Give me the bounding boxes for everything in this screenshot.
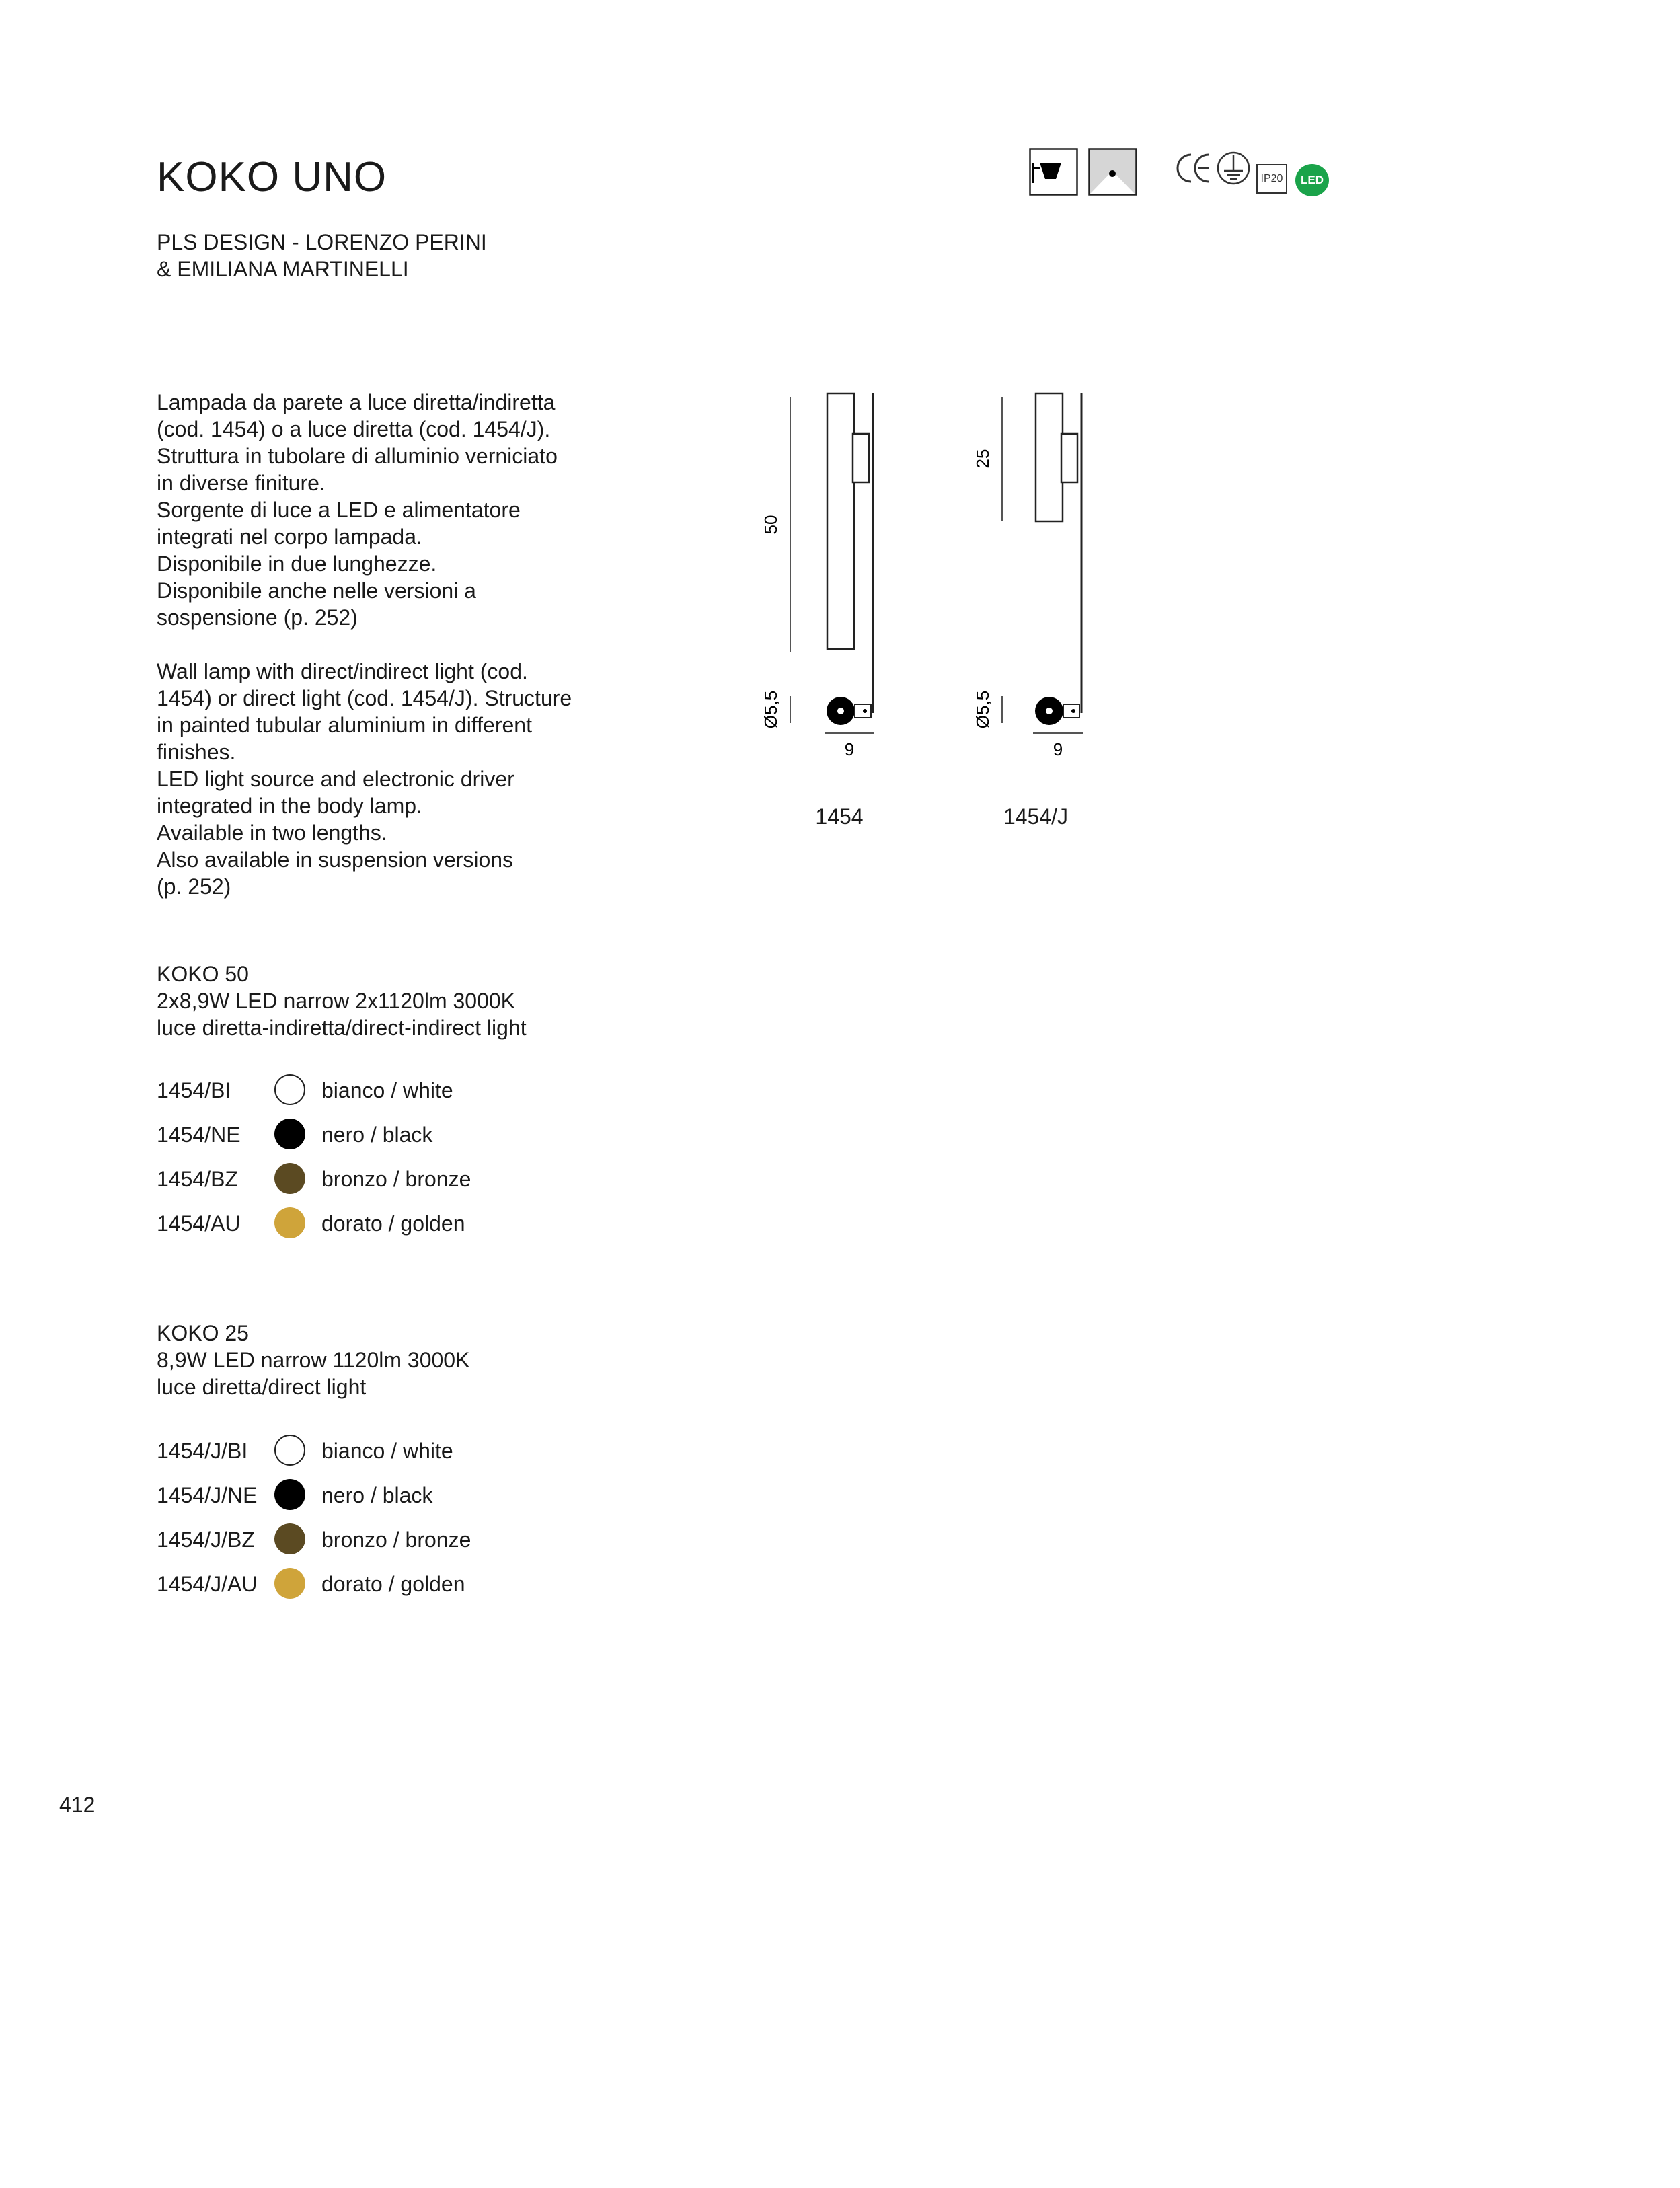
description-it-line: in diverse finiture. <box>157 471 326 495</box>
depth-label: 9 <box>844 739 855 759</box>
finish-code: 1454/J/NE <box>157 1483 258 1507</box>
description-en-line: Also available in suspension versions <box>157 847 514 872</box>
description-it-line: Disponibile in due lunghezze. <box>157 552 437 576</box>
finish-label: dorato / golden <box>321 1572 465 1596</box>
description-it-line: Sorgente di luce a LED e alimentatore <box>157 498 521 522</box>
finish-label: nero / black <box>321 1483 433 1507</box>
finish-row <box>157 1163 627 1197</box>
technical-drawings <box>740 383 1116 854</box>
diameter-label: Ø5,5 <box>972 690 993 729</box>
description-en-line: in painted tubular aluminium in different <box>157 713 532 737</box>
finish-code: 1454/BZ <box>157 1167 238 1191</box>
description-it-line: Lampada da parete a luce diretta/indiretta <box>157 390 556 414</box>
finish-row <box>157 1479 627 1513</box>
product-koko-25-header <box>157 1320 469 1400</box>
depth-label: 9 <box>1053 739 1063 759</box>
page-number: 412 <box>59 1793 96 1817</box>
finish-code: 1454/NE <box>157 1123 241 1147</box>
bronze-swatch <box>274 1523 305 1554</box>
ip-rating-badge: IP20 <box>1256 164 1287 194</box>
finish-code: 1454/AU <box>157 1211 241 1236</box>
page-title: KOKO UNO <box>157 154 387 200</box>
black-swatch <box>274 1479 305 1510</box>
height-label: 25 <box>972 449 993 469</box>
finish-code: 1454/BI <box>157 1078 231 1102</box>
golden-swatch <box>274 1207 305 1238</box>
finish-label: bianco / white <box>321 1078 453 1102</box>
description-it-line: Disponibile anche nelle versioni a <box>157 578 476 603</box>
drawing-1454 <box>761 393 874 829</box>
ce-mark-icon <box>1174 149 1211 187</box>
finish-label: nero / black <box>321 1123 433 1147</box>
description-en-line: Wall lamp with direct/indirect light (cod. <box>157 659 528 683</box>
finish-code: 1454/J/AU <box>157 1572 258 1596</box>
product-light-type: luce diretta/direct light <box>157 1375 367 1399</box>
designer-credit <box>157 229 487 282</box>
model-code-label: 1454 <box>815 804 864 829</box>
led-badge: LED <box>1295 164 1329 196</box>
finish-row <box>157 1074 627 1108</box>
height-label: 50 <box>761 515 781 535</box>
white-swatch <box>274 1074 305 1105</box>
product-spec: 2x8,9W LED narrow 2x1120lm 3000K <box>157 989 516 1013</box>
designer-line-1: PLS DESIGN - LORENZO PERINI <box>157 230 487 254</box>
finish-row <box>157 1207 627 1241</box>
description-english <box>157 658 641 900</box>
description-en-line: Available in two lengths. <box>157 821 387 845</box>
description-en-line: LED light source and electronic driver <box>157 767 514 791</box>
description-it-line: integrati nel corpo lampada. <box>157 525 422 549</box>
earth-ground-icon <box>1215 149 1252 187</box>
product-light-type: luce diretta-indiretta/direct-indirect light <box>157 1016 527 1040</box>
black-swatch <box>274 1119 305 1149</box>
description-it-line: (cod. 1454) o a luce diretta (cod. 1454/J). <box>157 417 551 441</box>
finish-code: 1454/J/BZ <box>157 1527 255 1552</box>
bronze-swatch <box>274 1163 305 1194</box>
description-en-line: 1454) or direct light (cod. 1454/J). Structure <box>157 686 572 710</box>
finish-row <box>157 1523 627 1557</box>
finish-label: bronzo / bronze <box>321 1527 471 1552</box>
finish-label: bianco / white <box>321 1439 453 1463</box>
light-emission-icon <box>1088 148 1139 196</box>
product-name: KOKO 25 <box>157 1321 249 1345</box>
finish-row <box>157 1568 627 1601</box>
description-en-line: (p. 252) <box>157 874 231 899</box>
finish-code: 1454/J/BI <box>157 1439 248 1463</box>
product-koko-50-header <box>157 960 527 1041</box>
drawing-1454-j <box>972 393 1083 829</box>
finish-row <box>157 1435 627 1468</box>
description-it-line: Struttura in tubolare di alluminio verniciato <box>157 444 558 468</box>
white-swatch <box>274 1435 305 1466</box>
model-code-label: 1454/J <box>1003 804 1069 829</box>
finish-label: bronzo / bronze <box>321 1167 471 1191</box>
product-spec: 8,9W LED narrow 1120lm 3000K <box>157 1348 470 1372</box>
finish-row <box>157 1119 627 1152</box>
product-name: KOKO 50 <box>157 962 249 986</box>
designer-line-2: & EMILIANA MARTINELLI <box>157 257 409 281</box>
finish-label: dorato / golden <box>321 1211 465 1236</box>
golden-swatch <box>274 1568 305 1599</box>
wall-mount-icon <box>1029 148 1080 196</box>
description-en-line: integrated in the body lamp. <box>157 794 422 818</box>
description-it-line: sospensione (p. 252) <box>157 605 358 630</box>
diameter-label: Ø5,5 <box>761 690 781 729</box>
description-italian <box>157 389 641 631</box>
description-en-line: finishes. <box>157 740 236 764</box>
